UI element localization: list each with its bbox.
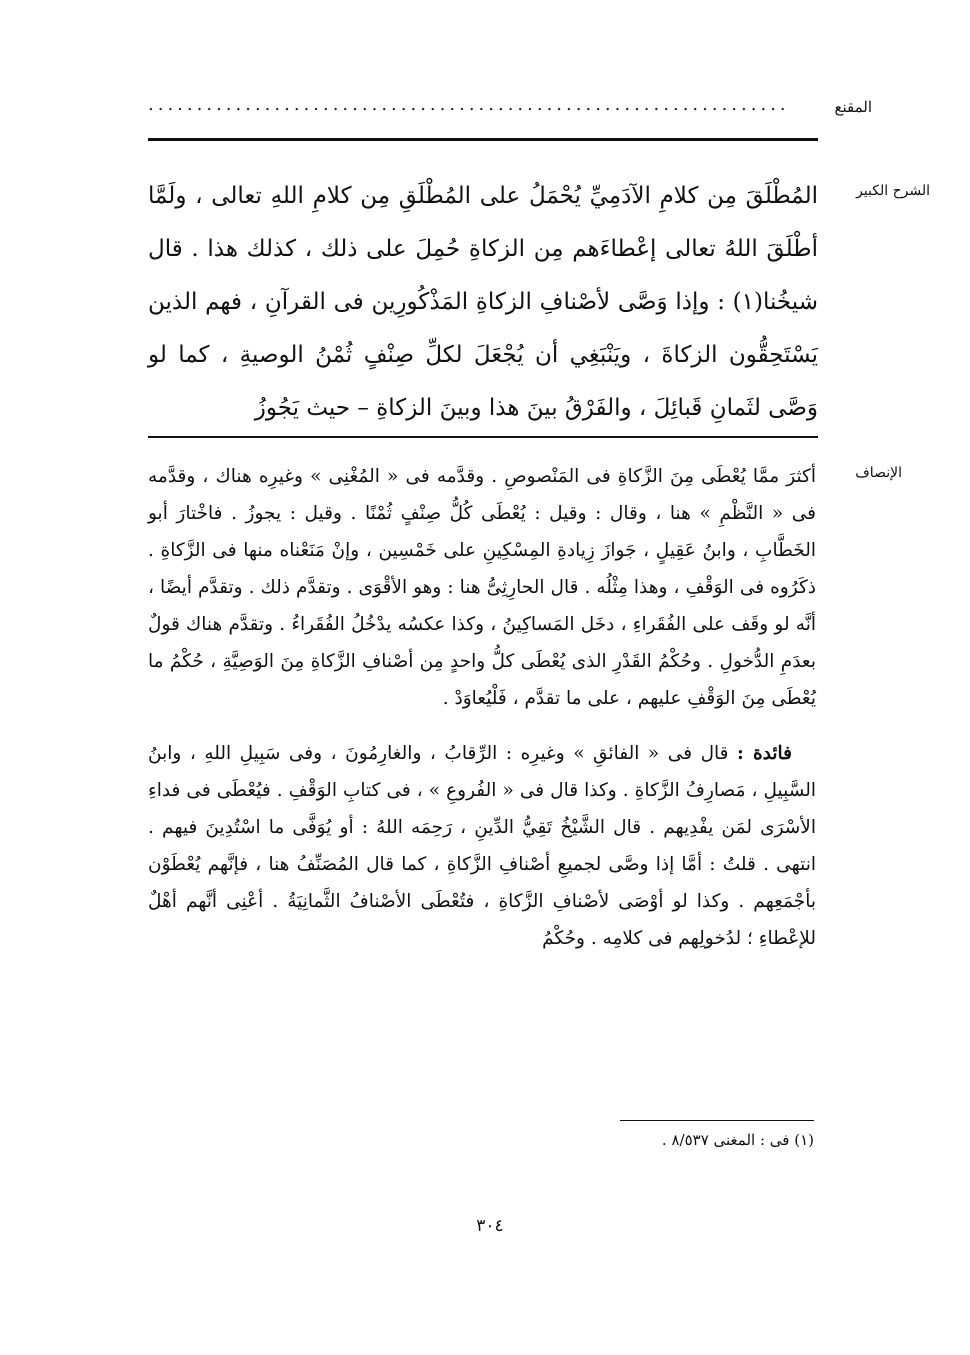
insaf-side-label: الإنصاف bbox=[855, 465, 902, 481]
section-divider-rule bbox=[148, 436, 818, 438]
sharh-text-block bbox=[148, 170, 818, 435]
insaf-paragraph-2 bbox=[148, 735, 816, 957]
footnote: (١) فى : المغنى ٨/٥٣٧ . bbox=[661, 1131, 814, 1149]
insaf-paragraph-1: أكثرَ ممَّا يُعْطَى مِنَ الزَّكاةِ فى المَنْصوصِ . وقدَّمه فى « المُغْنِى » وغيرِه هناك ، وقدَّمه فى « النَّظْمِ » هنا ، وقال : وقيل : يُعْطَى كُلُّ صِنْفٍ ثُمْنًا . وقيل : يجوزُ . فاخْتارَ أبو الخَطَّابِ ، وابنُ عَقِيلٍ ، جَوازَ زِيادةِ المِسْكِينِ على خَمْسِين ، وإنْ مَنَعْناه منها فى الزَّكاةِ . ذكَرُوه فى الوَقْفِ ، وهذا مِثْلُه . قال الحارِثِىُّ هنا : وهو الأقْوَى . وتقدَّم ذلك . وتقدَّم أيضًا ، أنَّه لو وقَف على الفُقَراءِ ، دخَل المَساكِينُ ، وكذا عكسُه يدْخُلُ الفُقَراءُ . وتقدَّم هناك قولٌ بعدَمِ الدُّخولِ . وحُكْمُ القَدْرِ الذى يُعْطَى كلُّ واحدٍ مِن أصْنافِ الزَّكاةِ مِنَ الوَصِيَّةِ ، حُكْمُ ما يُعْطَى مِنَ الوَقْفِ عليهم ، على ما تقدَّم ، فَلْيُعاوَدْ . bbox=[148, 466, 816, 709]
footnote-rule bbox=[620, 1120, 814, 1121]
header-dotted-leader: .................................................................. bbox=[148, 94, 790, 115]
insaf-paragraph-2-text: قال فى « الفائقِ » وغيرِه : الرِّقابُ ، والغارِمُونَ ، وفى سَبِيلِ اللهِ ، وابنُ السَّبِيلِ ، مَصارِفُ الزَّكاةِ . وكذا قال فى « الفُروعِ » ، فى كتابِ الوَقْفِ . فيُعْطَى فى فداءِ الأسْرَى لمَن يفْدِيهم . قال الشَّيْخُ تَقِيُّ الدِّينِ ، رَحِمَه اللهُ : أو يُوَفَّى ما اسْتُدِينَ فيهم . انتهى . قلتُ : أمَّا إذا وصَّى لجميعِ أصْنافِ الزَّكاةِ ، كما قال المُصَنِّفُ هنا ، فإنَّهم يُعْطَوْن بأجْمَعِهم . وكذا لو أوْصَى لأصْنافِ الزَّكاةِ ، فتُعْطَى الأصْنافُ الثَّمانِيَةُ . أعْنِى أنَّهم أهْلٌ للإعْطاءِ ؛ لدُخولِهم فى كلامِه . وحُكْمُ bbox=[148, 743, 816, 949]
page-number: ٣٠٤ bbox=[476, 1216, 504, 1236]
header-rule bbox=[148, 138, 818, 141]
insaf-text-block bbox=[148, 458, 816, 957]
running-head: المقنع bbox=[834, 98, 872, 116]
sharh-side-label: الشرح الكبير bbox=[856, 183, 930, 199]
faida-label: فائدة : bbox=[737, 743, 792, 764]
sharh-paragraph: المُطْلَقَ مِن كلامِ الآدَمِيِّ يُحْمَلُ على المُطْلَقِ مِن كلامِ اللهِ تعالى ، ولَمَّا أطْلَقَ اللهُ تعالى إعْطاءَهم مِن الزكاةِ حُمِلَ على ذلك ، كذلك هذا . قال شيخُنا(١) : وإذا وَصَّى لأصْنافِ الزكاةِ المَذْكُورِين فى القرآنِ ، فهم الذين يَسْتَحِقُّون الزكاةَ ، ويَنْبَغِي أن يُجْعَلَ لكلِّ صِنْفٍ ثُمْنُ الوصيةِ ، كما لو وَصَّى لثَمانِ قَبائِلَ ، والفَرْقُ بينَ هذا وبينَ الزكاةِ – حيث يَجُوزُ bbox=[148, 183, 818, 421]
